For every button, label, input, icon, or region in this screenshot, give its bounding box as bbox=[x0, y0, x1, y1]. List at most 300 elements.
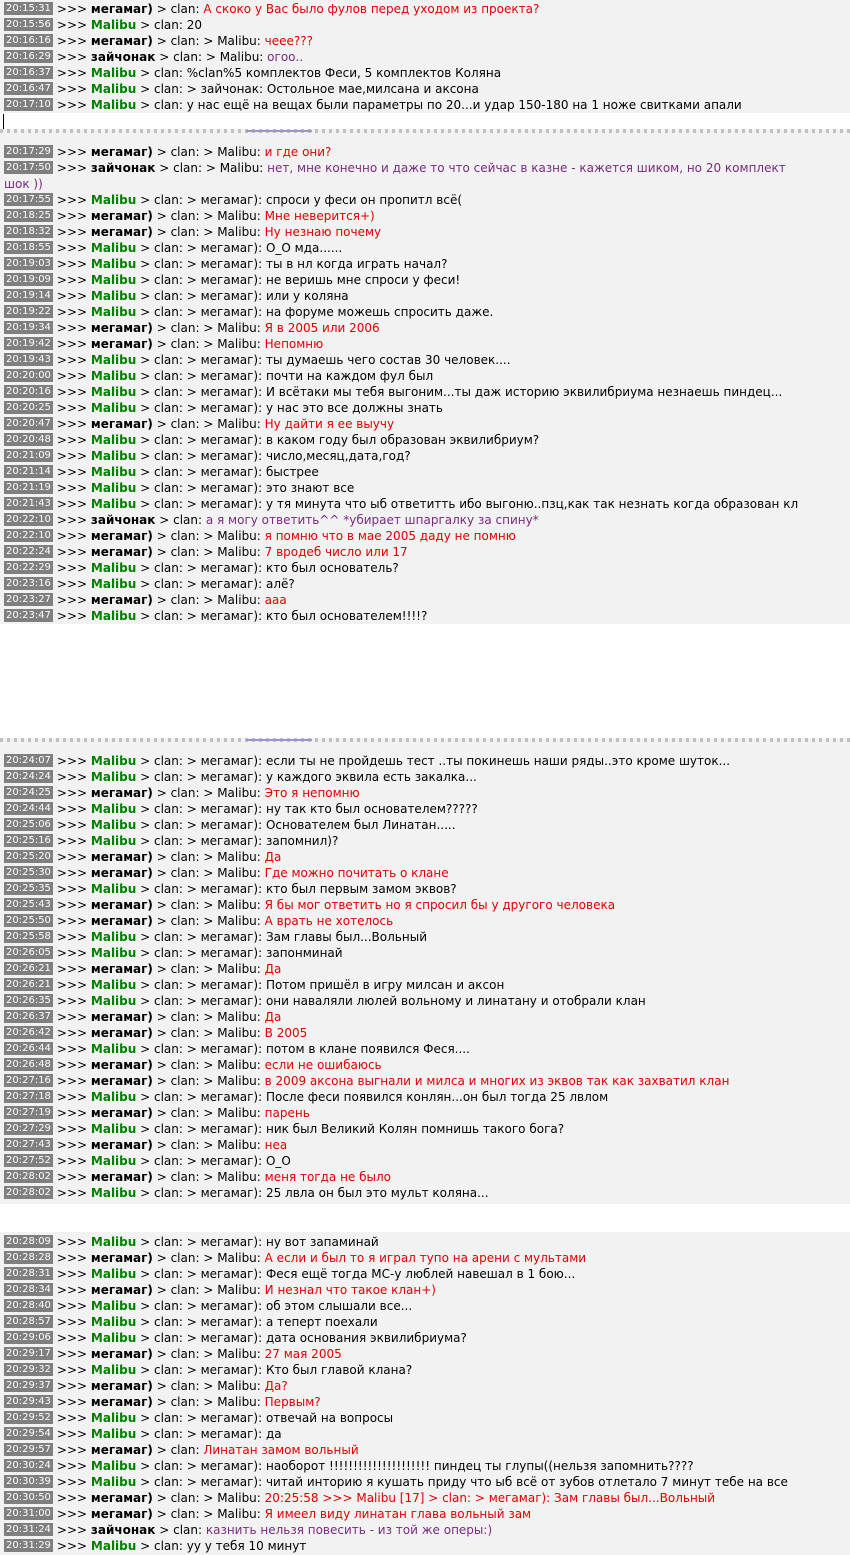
nickname[interactable]: Malibu bbox=[90, 561, 137, 575]
message-text: ну так кто был основателем????? bbox=[265, 802, 478, 816]
chat-line bbox=[0, 785, 360, 801]
timestamp: 20:29:43 bbox=[6, 1396, 51, 1407]
channel-route: > clan: > мегамаг): bbox=[136, 609, 266, 623]
chat-line bbox=[0, 1394, 321, 1410]
nickname[interactable]: мегамаг) bbox=[90, 1491, 153, 1505]
timestamp: 20:25:20 bbox=[6, 851, 51, 862]
message-text: или у коляна bbox=[265, 289, 349, 303]
nickname[interactable]: Malibu bbox=[90, 577, 137, 591]
channel-route: > clan: > мегамаг): bbox=[136, 481, 266, 495]
chat-line bbox=[0, 1153, 291, 1169]
message-text: Линатан замом вольный bbox=[203, 1443, 359, 1457]
channel-route: > clan: > мегамаг): bbox=[136, 1122, 266, 1136]
nickname[interactable]: мегамаг) bbox=[90, 1010, 153, 1024]
chat-line bbox=[0, 480, 354, 496]
nickname[interactable]: Malibu bbox=[90, 449, 137, 463]
nickname[interactable]: Malibu bbox=[90, 1154, 137, 1168]
chat-line bbox=[0, 416, 394, 432]
message-text: я помню что в мае 2005 даду не помню bbox=[264, 529, 516, 543]
timestamp: 20:19:42 bbox=[6, 338, 51, 349]
line-prefix: >>> bbox=[56, 609, 91, 623]
timestamp: 20:17:10 bbox=[6, 99, 51, 110]
nickname[interactable]: мегамаг) bbox=[90, 1138, 153, 1152]
timestamp: 20:21:09 bbox=[6, 450, 51, 461]
timestamp: 20:27:29 bbox=[6, 1123, 51, 1134]
message-text: Основателем был Линатан..... bbox=[265, 818, 456, 832]
line-prefix: >>> bbox=[56, 1138, 91, 1152]
message-text: Ну незнаю почему bbox=[264, 225, 382, 239]
message-text: кто был первым замом эквов? bbox=[265, 882, 457, 896]
channel-route: > clan: > мегамаг): bbox=[136, 994, 266, 1008]
nickname[interactable]: Malibu bbox=[90, 257, 137, 271]
message-text: Я в 2005 или 2006 bbox=[264, 321, 380, 335]
line-prefix: >>> bbox=[56, 1154, 91, 1168]
line-prefix: >>> bbox=[56, 50, 91, 64]
channel-route: > clan: > Malibu: bbox=[155, 161, 268, 175]
chat-line bbox=[0, 801, 478, 817]
nickname[interactable]: Malibu bbox=[90, 946, 137, 960]
chat-line bbox=[0, 288, 349, 304]
line-prefix: >>> bbox=[56, 545, 91, 559]
nickname[interactable]: Malibu bbox=[90, 1363, 137, 1377]
channel-route: > clan: > мегамаг): bbox=[136, 770, 266, 784]
nickname[interactable]: мегамаг) bbox=[90, 850, 153, 864]
line-prefix: >>> bbox=[56, 946, 91, 960]
line-prefix: >>> bbox=[56, 1427, 91, 1441]
message-text: Остольное мае,милсана и аксона bbox=[266, 82, 479, 96]
channel-route: > clan: > мегамаг): bbox=[136, 834, 266, 848]
wrapped-message-text: шок )) bbox=[4, 177, 43, 191]
nickname[interactable]: Malibu bbox=[90, 818, 137, 832]
channel-route: > clan: > мегамаг): bbox=[136, 1090, 266, 1104]
nickname[interactable]: Malibu bbox=[90, 497, 137, 511]
nickname[interactable]: мегамаг) bbox=[90, 209, 153, 223]
chat-line bbox=[0, 160, 786, 176]
nickname[interactable]: мегамаг) bbox=[90, 593, 153, 607]
line-prefix: >>> bbox=[56, 34, 91, 48]
message-text: запомнил)? bbox=[265, 834, 339, 848]
chat-line bbox=[0, 336, 323, 352]
line-prefix: >>> bbox=[56, 417, 91, 431]
nickname[interactable]: Malibu bbox=[90, 978, 137, 992]
line-prefix: >>> bbox=[56, 1443, 91, 1457]
nickname[interactable]: Malibu bbox=[90, 401, 137, 415]
channel-route: > clan: > мегамаг): bbox=[136, 818, 266, 832]
timestamp: 20:29:17 bbox=[6, 1348, 51, 1359]
chat-line bbox=[0, 961, 281, 977]
nickname[interactable]: Malibu bbox=[90, 609, 137, 623]
chat-line bbox=[0, 769, 477, 785]
chat-line bbox=[0, 753, 730, 769]
channel-route: > clan: > Malibu: bbox=[152, 145, 265, 159]
nickname[interactable]: Malibu bbox=[90, 802, 137, 816]
nickname[interactable]: Malibu bbox=[90, 1411, 137, 1425]
channel-route: > clan: > Malibu: bbox=[152, 1491, 265, 1505]
channel-route: > clan: > Malibu: bbox=[152, 209, 265, 223]
nickname[interactable]: Malibu bbox=[90, 66, 137, 80]
channel-route: > clan: > Malibu: bbox=[152, 1010, 265, 1024]
message-text: Мне неверится+) bbox=[264, 209, 375, 223]
message-text: казнить нельзя повесить - из той же оперы:) bbox=[205, 1523, 493, 1537]
timestamp: 20:31:29 bbox=[6, 1540, 51, 1551]
nickname[interactable]: Malibu bbox=[90, 465, 137, 479]
nickname[interactable]: Malibu bbox=[90, 834, 137, 848]
nickname[interactable]: мегамаг) bbox=[90, 898, 153, 912]
line-prefix: >>> bbox=[56, 802, 91, 816]
nickname[interactable]: Malibu bbox=[90, 385, 137, 399]
line-prefix: >>> bbox=[56, 305, 91, 319]
message-text: меня тогда не было bbox=[264, 1170, 392, 1184]
nickname[interactable]: Malibu bbox=[90, 770, 137, 784]
nickname[interactable]: зайчонак bbox=[90, 161, 156, 175]
timestamp: 20:26:35 bbox=[6, 995, 51, 1006]
line-prefix: >>> bbox=[56, 337, 91, 351]
message-text: это знают все bbox=[265, 481, 355, 495]
timestamp: 20:28:57 bbox=[6, 1316, 51, 1327]
nickname[interactable]: Malibu bbox=[90, 98, 137, 112]
message-text: А врать не хотелось bbox=[264, 914, 394, 928]
line-prefix: >>> bbox=[56, 1523, 91, 1537]
nickname[interactable]: Malibu bbox=[90, 1299, 137, 1313]
message-text: если не ошибаюсь bbox=[264, 1058, 382, 1072]
line-prefix: >>> bbox=[56, 1299, 91, 1313]
line-prefix: >>> bbox=[56, 850, 91, 864]
nickname[interactable]: Malibu bbox=[90, 273, 137, 287]
chat-line bbox=[0, 1185, 489, 1201]
message-text: Непомню bbox=[264, 337, 324, 351]
message-text: на форуме можешь спросить даже. bbox=[265, 305, 494, 319]
message-text: число,месяц,дата,год? bbox=[265, 449, 411, 463]
chat-line bbox=[0, 881, 457, 897]
nickname[interactable]: мегамаг) bbox=[90, 337, 153, 351]
timestamp: 20:29:06 bbox=[6, 1332, 51, 1343]
channel-route: > clan: > Malibu: bbox=[152, 34, 265, 48]
line-prefix: >>> bbox=[56, 209, 91, 223]
message-text: нет, мне конечно и даже то что сейчас в казне - кажется шиком, но 20 комплект bbox=[267, 161, 786, 175]
nickname[interactable]: Malibu bbox=[90, 1090, 137, 1104]
nickname[interactable]: мегамаг) bbox=[90, 1074, 153, 1088]
chat-line bbox=[0, 192, 462, 208]
channel-route: > clan: > зайчонак: bbox=[136, 82, 267, 96]
nickname[interactable]: зайчонак bbox=[90, 50, 156, 64]
line-prefix: >>> bbox=[56, 18, 91, 32]
nickname[interactable]: мегамаг) bbox=[90, 2, 153, 16]
chat-line bbox=[0, 256, 447, 272]
message-text: у нас это все должны знать bbox=[265, 401, 443, 415]
timestamp: 20:25:43 bbox=[6, 899, 51, 910]
line-prefix: >>> bbox=[56, 818, 91, 832]
line-prefix: >>> bbox=[56, 1507, 91, 1521]
timestamp: 20:31:00 bbox=[6, 1508, 51, 1519]
nickname[interactable]: Malibu bbox=[90, 994, 137, 1008]
message-text: Потом пришёл в игру милсан и аксон bbox=[265, 978, 505, 992]
line-prefix: >>> bbox=[56, 2, 91, 16]
nickname[interactable]: мегамаг) bbox=[90, 1058, 153, 1072]
nickname[interactable]: зайчонак bbox=[90, 1523, 156, 1537]
message-text: ааа bbox=[264, 593, 287, 607]
chat-line bbox=[0, 817, 456, 833]
line-prefix: >>> bbox=[56, 369, 91, 383]
nickname[interactable]: Malibu bbox=[90, 18, 137, 32]
line-prefix: >>> bbox=[56, 898, 91, 912]
nickname[interactable]: мегамаг) bbox=[90, 545, 153, 559]
channel-route: > clan: > Malibu: bbox=[152, 850, 265, 864]
channel-route: > clan: > Malibu: bbox=[152, 417, 265, 431]
chat-line bbox=[0, 1169, 391, 1185]
message-text: читай инторию я кушать приду что ыб всё от зубов отлетало 7 минут тебе на все bbox=[265, 1475, 788, 1489]
line-prefix: >>> bbox=[56, 257, 91, 271]
nickname[interactable]: Malibu bbox=[90, 1459, 137, 1473]
chat-line bbox=[0, 1137, 287, 1153]
timestamp: 20:18:25 bbox=[6, 210, 51, 221]
line-prefix: >>> bbox=[56, 593, 91, 607]
line-prefix: >>> bbox=[56, 513, 91, 527]
timestamp: 20:16:16 bbox=[6, 35, 51, 46]
message-text: А скоко у Вас было фулов перед уходом из проекта? bbox=[203, 2, 540, 16]
timestamp: 20:22:10 bbox=[6, 514, 51, 525]
line-prefix: >>> bbox=[56, 1251, 91, 1265]
channel-route: > clan: > Malibu: bbox=[152, 866, 265, 880]
message-text: Да bbox=[264, 1010, 282, 1024]
nickname[interactable]: мегамаг) bbox=[90, 321, 153, 335]
timestamp: 20:21:14 bbox=[6, 466, 51, 477]
nickname[interactable]: мегамаг) bbox=[90, 417, 153, 431]
nickname[interactable]: зайчонак bbox=[90, 513, 156, 527]
chat-line bbox=[0, 1474, 788, 1490]
nickname[interactable]: Malibu bbox=[90, 1122, 137, 1136]
chat-line bbox=[0, 945, 343, 961]
message-text: ну вот запаминай bbox=[265, 1235, 379, 1249]
cut-off-line bbox=[0, 738, 850, 742]
line-prefix: >>> bbox=[56, 1235, 91, 1249]
nickname[interactable]: мегамаг) bbox=[90, 1443, 153, 1457]
message-text: О_О bbox=[265, 1154, 291, 1168]
chat-line bbox=[0, 224, 381, 240]
chat-block bbox=[0, 738, 850, 1204]
nickname[interactable]: мегамаг) bbox=[90, 1347, 153, 1361]
message-text: 20 bbox=[186, 18, 203, 32]
chat-block bbox=[0, 129, 850, 624]
channel-route: > clan: > мегамаг): bbox=[136, 930, 266, 944]
nickname[interactable]: мегамаг) bbox=[90, 1251, 153, 1265]
message-text: Ну дайти я ее выучу bbox=[264, 417, 395, 431]
chat-line bbox=[0, 1362, 412, 1378]
timestamp: 20:24:07 bbox=[6, 755, 51, 766]
timestamp: 20:19:34 bbox=[6, 322, 51, 333]
timestamp: 20:28:02 bbox=[6, 1187, 51, 1198]
channel-route: > clan: > мегамаг): bbox=[136, 353, 266, 367]
line-prefix: >>> bbox=[56, 1315, 91, 1329]
chat-line bbox=[0, 1410, 393, 1426]
timestamp: 20:23:47 bbox=[6, 610, 51, 621]
nickname[interactable]: Malibu bbox=[90, 481, 137, 495]
channel-route: > clan: > Malibu: bbox=[152, 593, 265, 607]
channel-route: > clan: > Malibu: bbox=[152, 1074, 265, 1088]
nickname[interactable]: мегамаг) bbox=[90, 866, 153, 880]
nickname[interactable]: мегамаг) bbox=[90, 1170, 153, 1184]
nickname[interactable]: мегамаг) bbox=[90, 914, 153, 928]
chat-line bbox=[0, 272, 460, 288]
nickname[interactable]: Malibu bbox=[90, 754, 137, 768]
timestamp: 20:30:24 bbox=[6, 1460, 51, 1471]
timestamp: 20:28:02 bbox=[6, 1171, 51, 1182]
nickname[interactable]: Malibu bbox=[90, 1315, 137, 1329]
line-prefix: >>> bbox=[56, 353, 91, 367]
line-prefix: >>> bbox=[56, 1363, 91, 1377]
chat-line bbox=[0, 240, 342, 256]
nickname[interactable]: мегамаг) bbox=[90, 1379, 153, 1393]
message-text: И незнал что такое клан+) bbox=[264, 1283, 436, 1297]
channel-route: > clan: > Malibu: bbox=[152, 914, 265, 928]
line-prefix: >>> bbox=[56, 273, 91, 287]
timestamp: 20:17:29 bbox=[6, 146, 51, 157]
chat-line bbox=[0, 865, 449, 881]
nickname[interactable]: мегамаг) bbox=[90, 529, 153, 543]
nickname[interactable]: Malibu bbox=[90, 241, 137, 255]
chat-line bbox=[0, 1314, 378, 1330]
message-text: Где можно почитать о клане bbox=[264, 866, 449, 880]
line-prefix: >>> bbox=[56, 1491, 91, 1505]
timestamp: 20:21:19 bbox=[6, 482, 51, 493]
chat-line bbox=[0, 1442, 359, 1458]
message-text: 25 лвла он был это мульт коляна... bbox=[265, 1186, 489, 1200]
nickname[interactable]: Malibu bbox=[90, 1427, 137, 1441]
nickname[interactable]: мегамаг) bbox=[90, 1283, 153, 1297]
message-text: 7 вродеб число или 17 bbox=[264, 545, 408, 559]
timestamp: 20:19:03 bbox=[6, 258, 51, 269]
chat-line bbox=[0, 17, 202, 33]
nickname[interactable]: Malibu bbox=[90, 193, 137, 207]
timestamp: 20:29:57 bbox=[6, 1444, 51, 1455]
nickname[interactable]: Malibu bbox=[90, 82, 137, 96]
channel-route: > clan: > Malibu: bbox=[152, 1026, 265, 1040]
nickname[interactable]: Malibu bbox=[90, 1539, 137, 1553]
chat-block bbox=[0, 1232, 850, 1555]
chat-line bbox=[0, 1250, 586, 1266]
nickname[interactable]: Malibu bbox=[90, 1331, 137, 1345]
message-text: А если и был то я играл тупо на арени с мультами bbox=[264, 1251, 587, 1265]
line-prefix: >>> bbox=[56, 1475, 91, 1489]
message-text: у нас ещё на вещах были параметры по 20...и удар 150-180 на 1 ноже свитками апали bbox=[186, 98, 742, 112]
message-text: наоборот !!!!!!!!!!!!!!!!!!!!! пиндец ты глупы((нельзя запомнить???? bbox=[265, 1459, 694, 1473]
nickname[interactable]: мегамаг) bbox=[90, 225, 153, 239]
nickname[interactable]: мегамаг) bbox=[90, 145, 153, 159]
timestamp: 20:24:25 bbox=[6, 787, 51, 798]
line-prefix: >>> bbox=[56, 914, 91, 928]
channel-route: > clan: > мегамаг): bbox=[136, 561, 266, 575]
channel-route: > clan: bbox=[136, 18, 187, 32]
timestamp: 20:19:09 bbox=[6, 274, 51, 285]
line-prefix: >>> bbox=[56, 401, 91, 415]
chat-line bbox=[0, 496, 798, 512]
line-prefix: >>> bbox=[56, 1090, 91, 1104]
nickname[interactable]: Malibu bbox=[90, 305, 137, 319]
channel-route: > clan: > мегамаг): bbox=[136, 369, 266, 383]
timestamp: 20:15:56 bbox=[6, 19, 51, 30]
chat-line bbox=[0, 1538, 306, 1554]
chat-line bbox=[0, 1009, 281, 1025]
nickname[interactable]: мегамаг) bbox=[90, 1106, 153, 1120]
channel-route: > clan: > Malibu: bbox=[152, 1138, 265, 1152]
channel-route: > clan: > мегамаг): bbox=[136, 433, 266, 447]
timestamp: 20:20:25 bbox=[6, 402, 51, 413]
message-text: После феси появился конлян...он был тогда 25 лвлом bbox=[265, 1090, 609, 1104]
line-prefix: >>> bbox=[56, 577, 91, 591]
nickname[interactable]: мегамаг) bbox=[90, 1507, 153, 1521]
nickname[interactable]: Malibu bbox=[90, 353, 137, 367]
timestamp: 20:27:19 bbox=[6, 1107, 51, 1118]
timestamp: 20:28:40 bbox=[6, 1300, 51, 1311]
line-prefix: >>> bbox=[56, 978, 91, 992]
message-text: в 2009 аксона выгнали и милса и многих из эквов так как захватил клан bbox=[264, 1074, 730, 1088]
line-prefix: >>> bbox=[56, 770, 91, 784]
nickname[interactable]: мегамаг) bbox=[90, 962, 153, 976]
chat-line bbox=[0, 1426, 282, 1442]
line-prefix: >>> bbox=[56, 433, 91, 447]
message-text: неа bbox=[264, 1138, 288, 1152]
nickname[interactable]: Malibu bbox=[90, 1267, 137, 1281]
timestamp: 20:24:44 bbox=[6, 803, 51, 814]
nickname[interactable]: мегамаг) bbox=[90, 34, 153, 48]
nickname[interactable]: Malibu bbox=[90, 882, 137, 896]
timestamp: 20:25:50 bbox=[6, 915, 51, 926]
nickname[interactable]: Malibu bbox=[90, 1475, 137, 1489]
message-text: кто был основатель? bbox=[265, 561, 399, 575]
channel-route: > clan: bbox=[136, 66, 187, 80]
line-prefix: >>> bbox=[56, 449, 91, 463]
nickname[interactable]: Malibu bbox=[90, 1235, 137, 1249]
message-text: алё? bbox=[265, 577, 295, 591]
channel-route: > clan: > мегамаг): bbox=[136, 305, 266, 319]
message-text: Да bbox=[264, 962, 282, 976]
nickname[interactable]: мегамаг) bbox=[90, 1395, 153, 1409]
nickname[interactable]: Malibu bbox=[90, 369, 137, 383]
timestamp: 20:21:43 bbox=[6, 498, 51, 509]
line-prefix: >>> bbox=[56, 481, 91, 495]
message-text: Да bbox=[264, 850, 282, 864]
timestamp: 20:18:55 bbox=[6, 242, 51, 253]
timestamp: 20:26:21 bbox=[6, 979, 51, 990]
chat-block bbox=[0, 0, 850, 113]
nickname[interactable]: Malibu bbox=[90, 930, 137, 944]
line-prefix: >>> bbox=[56, 1267, 91, 1281]
chat-line bbox=[0, 1266, 575, 1282]
nickname[interactable]: мегамаг) bbox=[90, 1026, 153, 1040]
message-text: 20:25:58 >>> Malibu [17] > clan: > мегамаг): Зам главы был...Вольный bbox=[264, 1491, 716, 1505]
nickname[interactable]: Malibu bbox=[90, 289, 137, 303]
nickname[interactable]: Malibu bbox=[90, 1042, 137, 1056]
line-prefix: >>> bbox=[56, 82, 91, 96]
timestamp: 20:27:52 bbox=[6, 1155, 51, 1166]
line-prefix: >>> bbox=[56, 786, 91, 800]
channel-route: > clan: > мегамаг): bbox=[136, 385, 266, 399]
line-prefix: >>> bbox=[56, 1411, 91, 1425]
line-prefix: >>> bbox=[56, 1395, 91, 1409]
chat-line bbox=[0, 1346, 342, 1362]
chat-line bbox=[0, 897, 615, 913]
nickname[interactable]: Malibu bbox=[90, 433, 137, 447]
timestamp: 20:28:28 bbox=[6, 1252, 51, 1263]
chat-line bbox=[0, 49, 303, 65]
message-text: Я имеел виду линатан глава вольный зам bbox=[264, 1507, 532, 1521]
nickname[interactable]: мегамаг) bbox=[90, 786, 153, 800]
chat-line bbox=[0, 833, 338, 849]
nickname[interactable]: Malibu bbox=[90, 1186, 137, 1200]
message-text: Я бы мог ответить но я спросил бы у другого человека bbox=[264, 898, 616, 912]
timestamp: 20:25:06 bbox=[6, 819, 51, 830]
chat-line bbox=[0, 592, 287, 608]
line-prefix: >>> bbox=[56, 1379, 91, 1393]
